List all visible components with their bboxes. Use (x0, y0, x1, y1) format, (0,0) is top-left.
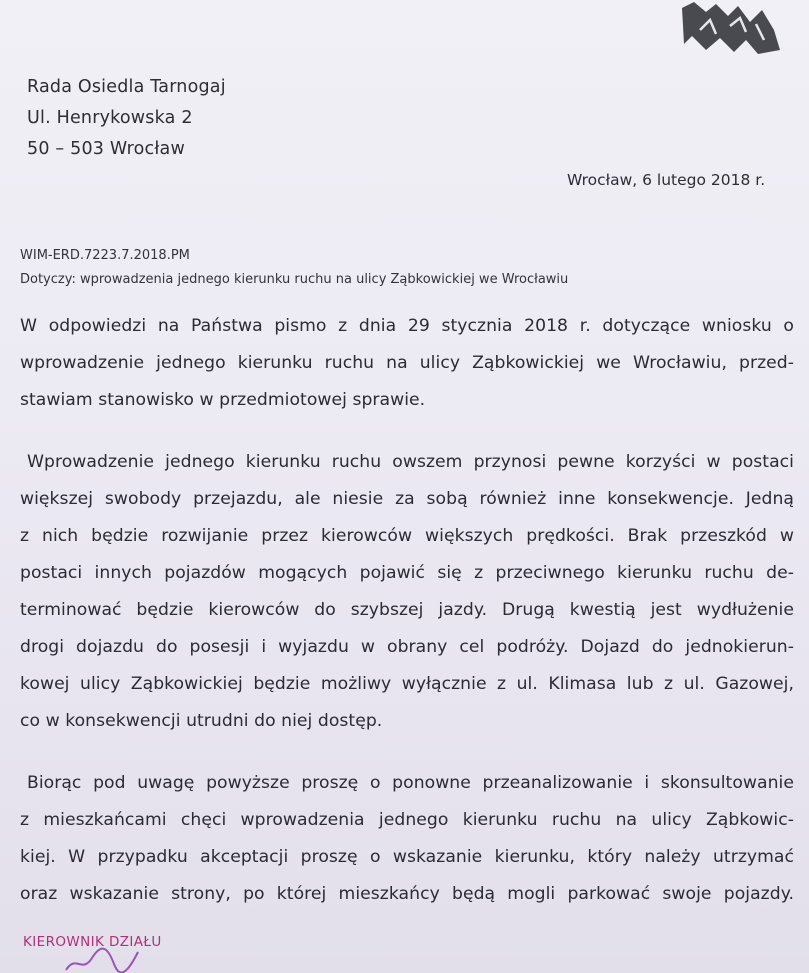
subject-line: Dotyczy: wprowadzenia jednego kierunku ruchu na ulicy Ząbkowickiej we Wrocławiu (20, 272, 569, 287)
signature-scribble-icon (62, 944, 142, 973)
body-line: postaci innych pojazdów mogących pojawić się z przeciwnego kierunku ruchu de- (20, 563, 794, 583)
body-line: z nich będzie rozwijanie przez kierowców większych prędkości. Brak przeszkód w (20, 526, 794, 546)
body-line: większej swobody przejazdu, ale niesie za sobą również inne konsekwencje. Jedną (20, 489, 794, 509)
letter-date: Wrocław, 6 lutego 2018 r. (567, 171, 766, 189)
body-line: co w konsekwencji utrudni do niej dostęp. (20, 711, 383, 731)
body-line: stawiam stanowisko w przedmiotowej sprawie. (20, 390, 426, 410)
recipient-line-3: 50 – 503 Wrocław (27, 139, 185, 159)
body-line: z mieszkańcami chęci wprowadzenia jednego kierunku ruchu na ulicy Ząbkowic- (20, 810, 794, 830)
reference-number: WIM-ERD.7223.7.2018.PM (20, 248, 190, 263)
body-line: W odpowiedzi na Państwa pismo z dnia 29 stycznia 2018 r. dotyczące wniosku o (20, 316, 794, 336)
recipient-line-1: Rada Osiedla Tarnogaj (27, 77, 226, 97)
body-line: kiej. W przypadku akceptacji proszę o wskazanie kierunku, który należy utrzymać (20, 847, 794, 867)
recipient-line-2: Ul. Henrykowska 2 (27, 108, 193, 128)
body-line: Biorąc pod uwagę powyższe proszę o ponowne przeanalizowanie i skonsultowanie (27, 773, 794, 793)
body-line: drogi dojazdu do posesji i wyjazdu w obrany cel podróży. Dojazd do jednokierun- (20, 637, 794, 657)
body-line: oraz wskazanie strony, po której mieszkańcy będą mogli parkować swoje pojazdy. (20, 884, 794, 904)
signature-stamp: KIEROWNIK DZIAŁU (23, 934, 162, 950)
stamp-mark-icon (676, 0, 784, 56)
body-line: terminować będzie kierowców do szybszej jazdy. Drugą kwestią jest wydłużenie (20, 600, 794, 620)
body-line: wprowadzenie jednego kierunku ruchu na ulicy Ząbkowickiej we Wrocławiu, przed- (20, 353, 794, 373)
body-line: kowej ulicy Ząbkowickiej będzie możliwy wyłącznie z ul. Klimasa lub z ul. Gazowej, (20, 674, 794, 694)
body-line: Wprowadzenie jednego kierunku ruchu owszem przynosi pewne korzyści w postaci (27, 452, 794, 472)
